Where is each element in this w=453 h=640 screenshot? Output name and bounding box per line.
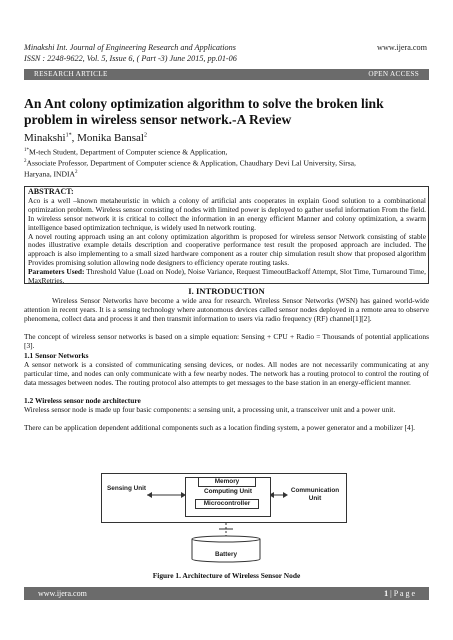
abstract-p2: A novel routing approach using an ant colony optimization algorithm is proposed for wireless sensor Network consisting of stable nodes illustrative example details description and cooperative performance test result the proposed approach are included. The approach is also implementing to a small sized hardware component as a router chip simulation result show that proposed algorithm Provides promising solution allowing node designers to efficiency operate routing tasks. [28,231,426,268]
communication-unit-label: Communication Unit [290,487,340,502]
figure-architecture-diagram [95,467,357,563]
parameters-label: Parameters Used: [28,267,85,277]
open-access-label: OPEN ACCESS [368,70,419,78]
sensing-unit-label: Sensing Unit [107,485,147,492]
figure-caption: Figure 1. Architecture of Wireless Sensor Node [152,571,301,580]
paper-title [24,96,434,127]
author-2-sup: 2 [143,132,147,139]
subsection-sensor-networks: 1.1 Sensor Networks [24,351,89,360]
author-1: Minakshi [24,132,66,144]
microcontroller-box [195,499,259,509]
affiliation-1: M-tech Student, Department of Computer science & Application, [29,147,228,157]
affiliations [24,146,434,179]
page-number: 1 [384,589,389,598]
aff-1-sup: 1* [24,148,29,153]
memory-box [198,477,256,487]
aff-2-sup: 2 [24,158,27,164]
parameters-line [28,268,426,286]
battery-label: Battery [214,551,238,558]
parameters-list: Threshold Value (Load on Node), Noise Variance, Request TimeoutBackoff Attempt, Slot Time, Turnaround Time, MaxRetries. [28,267,426,286]
intro-paragraph-2: The concept of wireless sensor networks is based on a simple equation: Sensing + CPU + Radio = Thousands of potential applications [3]. [24,332,429,350]
affiliation-2: Associate Professor, Department of Computer science & Application, Chaudhary Devi Lal University, Sirsa, [26,158,356,168]
abstract [28,188,426,286]
page-number-line [384,587,415,600]
author-2: , Monika Bansal [71,132,144,144]
article-type: RESEARCH ARTICLE [34,70,108,78]
affiliation-3: Haryana, INDIA [24,169,76,179]
abstract-heading: ABSTRACT: [28,187,74,196]
intro-paragraph-5: There can be application dependent additional components such as a location finding system, a power generator and a mobilizer [4]. [24,423,415,432]
footer-site[interactable]: www.ijera.com [38,589,87,598]
introduction-heading: I. INTRODUCTION [188,286,265,296]
article-banner [24,69,429,80]
intro-paragraph-1: Wireless Sensor Networks have become a wide area for research. Wireless Sensor Networks (WSN) has gained world-wide attention in recent years. It is a sensing technology where autonomous devices called sensor nodes deployed in a remote area to observe phenomena, collect data and process it and then transmit information to users via radio frequency (RF) channel[1][2]. [24,296,429,323]
author-line [24,132,147,144]
author-1-sup: 1* [65,132,72,139]
intro-paragraph-3: A sensor network is a consisted of communicating sensing devices, or nodes. All nodes are not necessarily communicating at any particular time, and nodes can only communicate with a few nearby nodes. The network has a routing protocol to control the routing of data messages between nodes. The routing protocol also attempts to get messages to the base station in an energy-efficient manner. [24,360,429,387]
abstract-p1: Aco is a well –known metaheuristic in which a colony of artificial ants cooperates in explain Good solution to a combinational optimization problem. Wireless sensor consisting of nodes with limited power is deployed to gather useful information From the field. In wireless sensor network it is critical to collect the information in an energy efficient Manner and colony optimization, a swarm intelligence based optimization technique, is widely used In network routing. [28,195,426,232]
paper-title-line-1: An Ant colony optimization algorithm to solve the broken link [24,96,384,111]
page-label: | P a g e [388,589,415,598]
page-footer [24,587,429,600]
subsection-node-architecture: 1.2 Wireless sensor node architecture [24,396,141,405]
intro-paragraph-4: Wireless sensor node is made up four basic components: a sensing unit, a processing unit, a transceiver unit and a power unit. [24,405,396,414]
sensing-unit-box [107,485,147,505]
communication-unit-box [288,487,342,505]
issn-line: ISSN : 2248-9622, Vol. 5, Issue 6, ( Part -3) June 2015, pp.01-06 [24,54,237,63]
aff-3-sup: 2 [75,169,78,175]
journal-name: Minakshi Int. Journal of Engineering Research and Applications [24,43,236,52]
memory-label: Memory [214,478,240,485]
paper-title-line-2: problem in wireless sensor network.-A Review [24,111,292,127]
microcontroller-label: Microcontroller [203,500,251,507]
computing-unit-label: Computing Unit [204,488,252,495]
journal-site[interactable]: www.ijera.com [377,43,427,52]
